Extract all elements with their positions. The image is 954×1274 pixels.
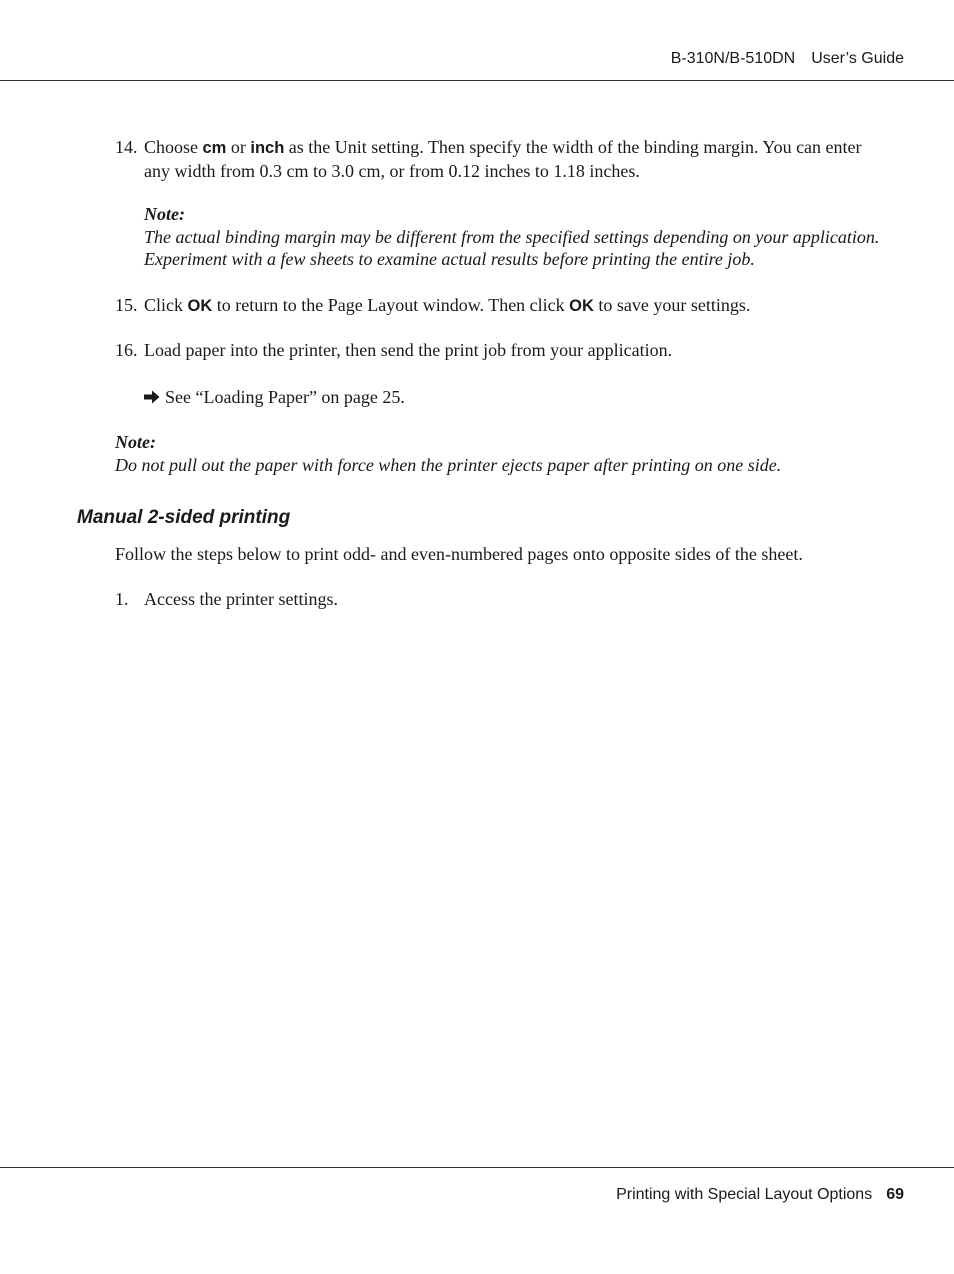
cross-reference[interactable]	[144, 386, 405, 410]
step-number: 16.	[115, 340, 138, 360]
text-run: or	[226, 137, 251, 157]
step-number: 15.	[115, 295, 138, 315]
step-14	[115, 136, 885, 182]
intro-paragraph: Follow the steps below to print odd- and even-numbered pages onto opposite sides of the sheet.	[115, 544, 803, 564]
footer-section-title: Printing with Special Layout Options	[616, 1186, 873, 1203]
page-header	[671, 50, 904, 68]
note-label: Note:	[115, 432, 156, 452]
text-run: to return to the Page Layout window. Then click	[212, 295, 570, 315]
text-run: Click	[144, 295, 188, 315]
keyword-cm: cm	[202, 139, 227, 157]
header-rule	[0, 80, 954, 81]
note-text: Do not pull out the paper with force when the printer ejects paper after printing on one side.	[115, 454, 782, 475]
text-run: as the Unit setting. Then specify the width of the binding margin. You can enter any width from 0.3 cm to 3.0 cm, or from 0.12 inches to 1.18 inches.	[144, 137, 862, 181]
page-number: 69	[886, 1186, 904, 1203]
page-footer	[616, 1186, 904, 1204]
cross-reference-link[interactable]: See “Loading Paper” on page 25.	[165, 387, 405, 407]
text-run: to save your settings.	[593, 295, 751, 315]
step-number: 14.	[115, 137, 138, 157]
step-1	[115, 588, 885, 611]
step-15	[115, 294, 885, 318]
note-pull-paper	[115, 431, 885, 476]
keyword-inch: inch	[250, 139, 285, 157]
note-label: Note:	[144, 204, 185, 224]
note-binding-margin	[144, 203, 884, 271]
note-text: The actual binding margin may be different from the specified settings depending on your application. Experiment with a few sheets to examine actual results before printing the entire job.	[144, 226, 880, 269]
section-heading: Manual 2-sided printing	[77, 507, 291, 528]
footer-rule	[0, 1167, 954, 1168]
step-text: Access the printer settings.	[144, 589, 338, 609]
text-run: Choose	[144, 137, 203, 157]
step-text	[144, 136, 885, 182]
arrow-right-icon	[144, 387, 160, 410]
step-text	[144, 294, 885, 318]
keyword-ok: OK	[569, 297, 594, 315]
step-number: 1.	[115, 589, 129, 609]
header-guide-title: User’s Guide	[811, 50, 904, 67]
keyword-ok: OK	[187, 297, 213, 315]
header-model: B-310N/B-510DN	[670, 50, 796, 67]
step-text: Load paper into the printer, then send the print job from your application.	[144, 340, 673, 360]
step-16	[115, 339, 885, 362]
